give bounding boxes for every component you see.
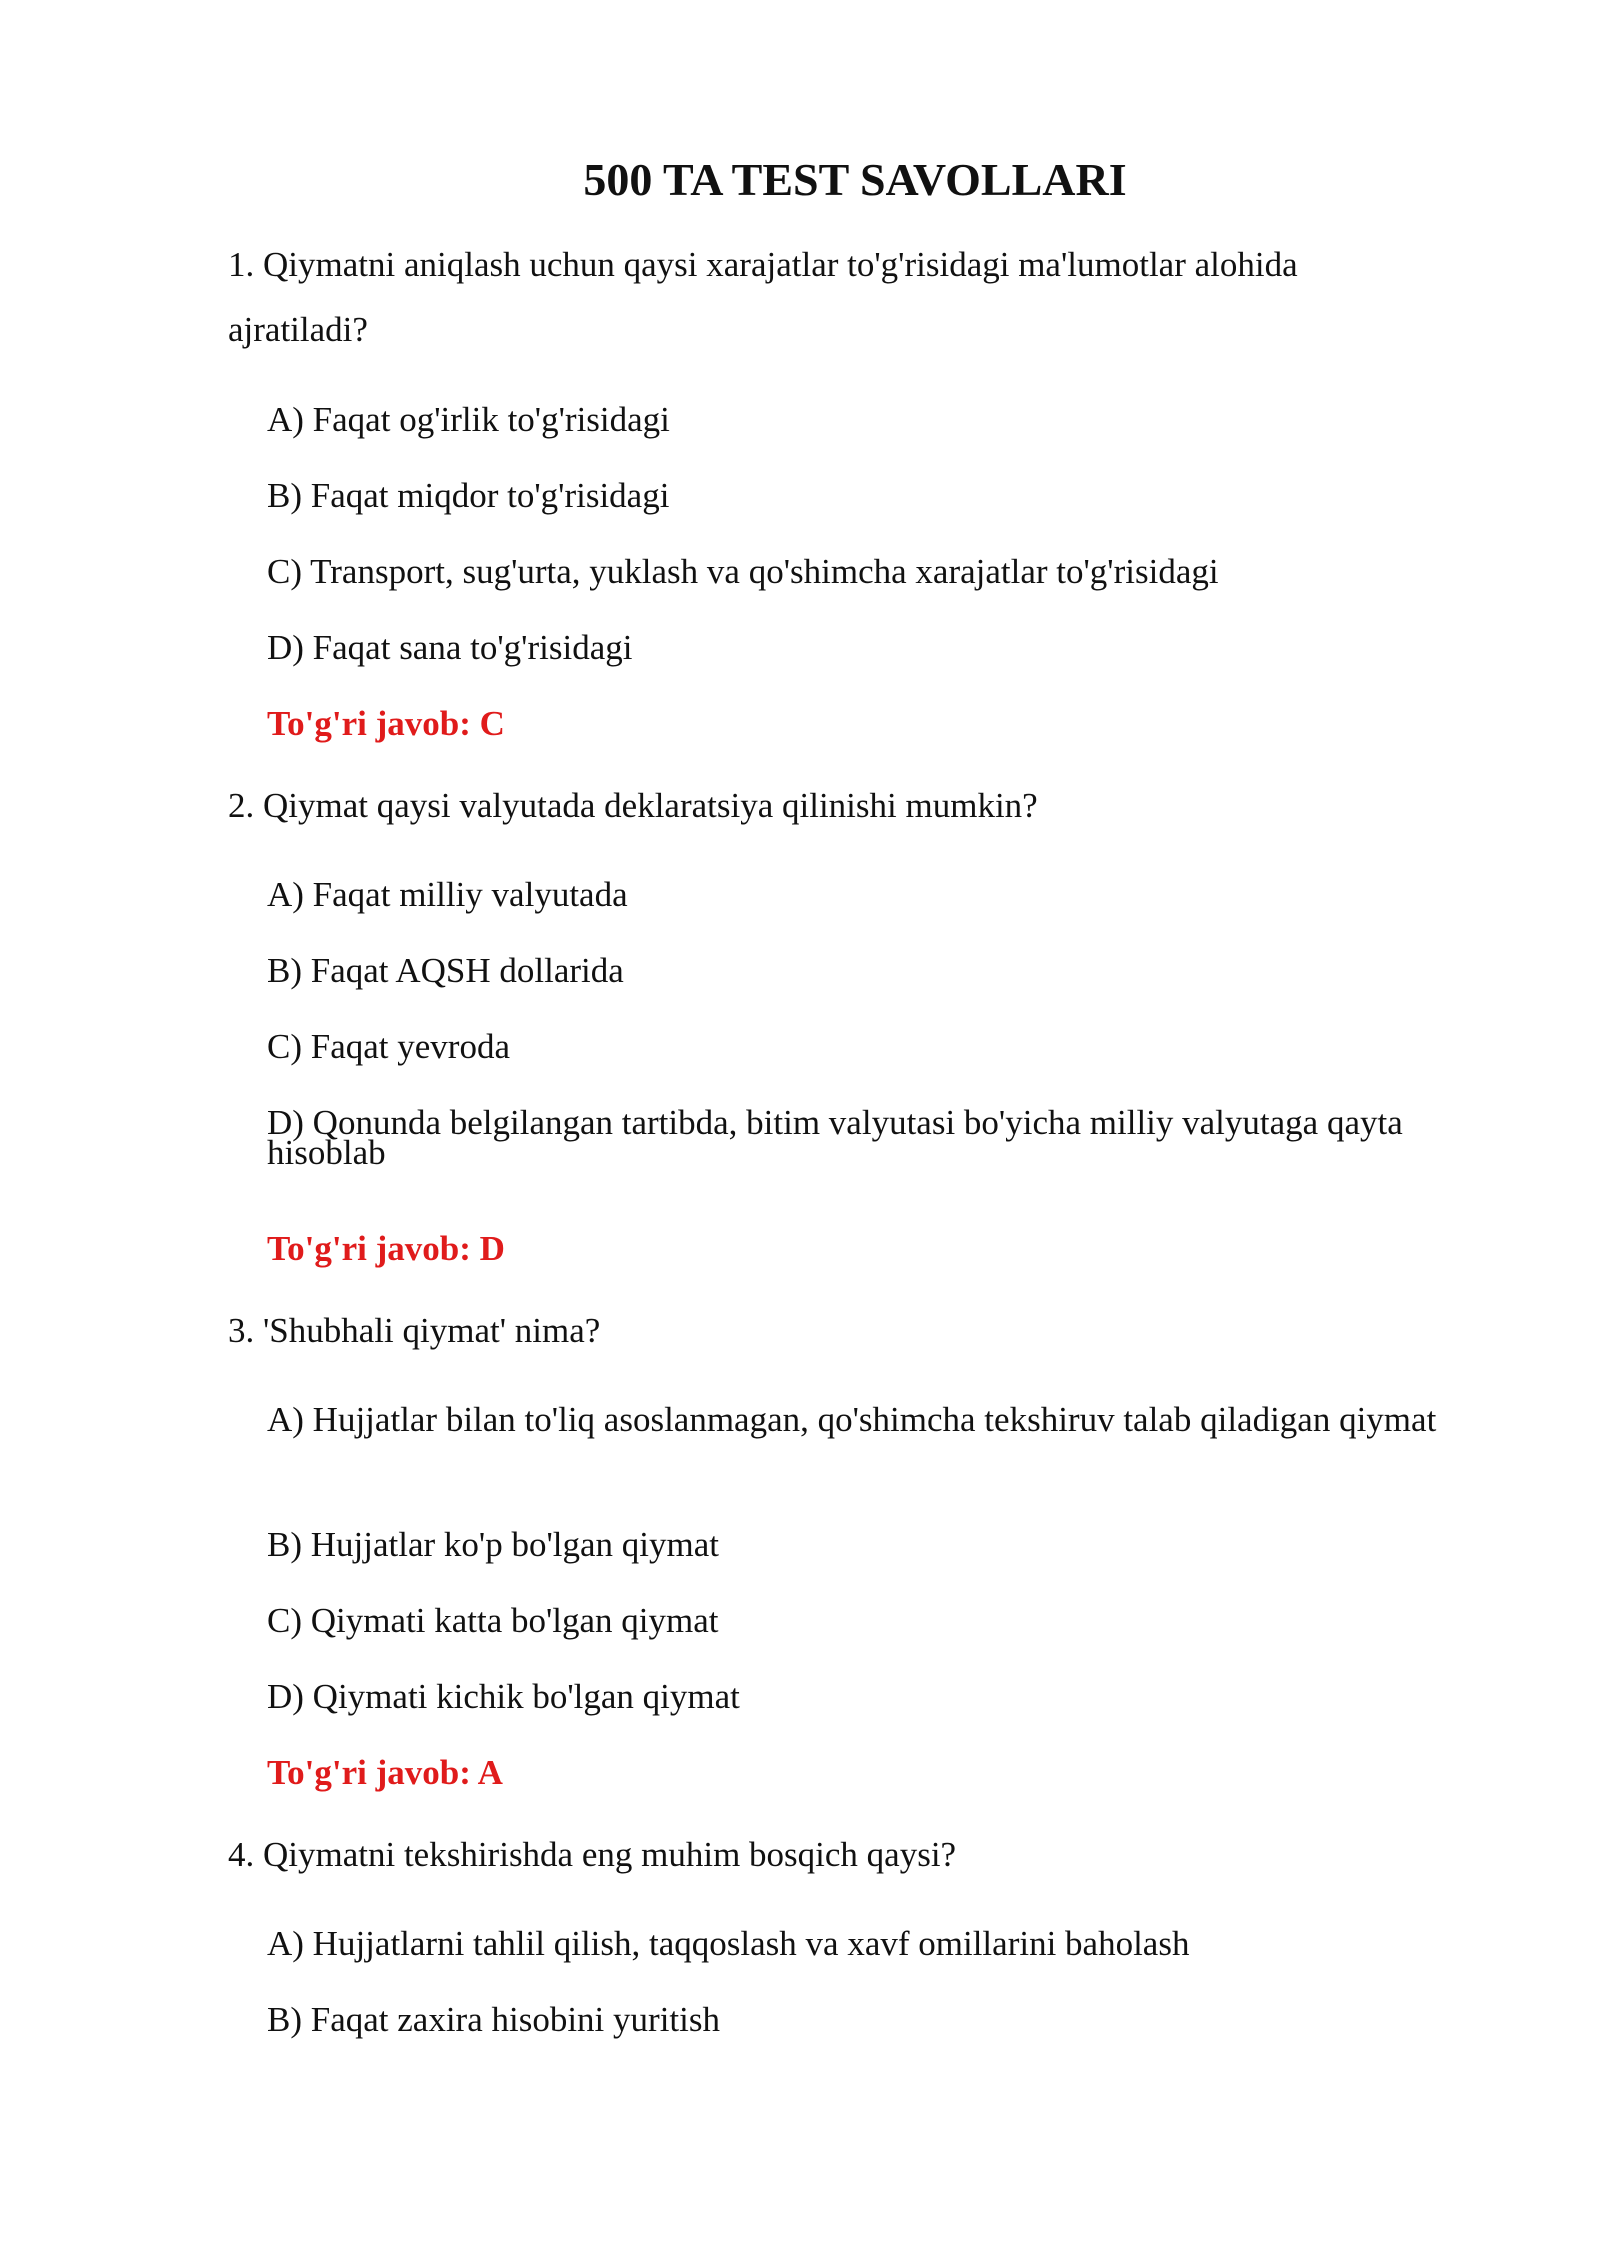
question-2-option-b: B) Faqat AQSH dollarida (267, 951, 624, 990)
question-1-answer: To'g'ri javob: C (267, 704, 505, 743)
question-4-option-b: B) Faqat zaxira hisobini yuritish (267, 2000, 720, 2039)
question-1-option-a: A) Faqat og'irlik to'g'risidagi (267, 400, 670, 439)
question-2-option-d: D) Qonunda belgilangan tartibda, bitim valyutasi bo'yicha milliy valyutaga qayta hisoblab (267, 1103, 1403, 1172)
question-1-text: 1. Qiymatni aniqlash uchun qaysi xarajatlar to'g'risidagi ma'lumotlar alohida ajratiladi? (228, 245, 1298, 349)
question-3-text: 3. 'Shubhali qiymat' nima? (228, 1311, 601, 1350)
question-2-text: 2. Qiymat qaysi valyutada deklaratsiya qilinishi mumkin? (228, 786, 1038, 825)
question-3-option-a: A) Hujjatlar bilan to'liq asoslanmagan, qo'shimcha tekshiruv talab qiladigan qiymat (267, 1400, 1437, 1439)
question-4-text: 4. Qiymatni tekshirishda eng muhim bosqich qaysi? (228, 1835, 957, 1874)
question-1-option-c: C) Transport, sug'urta, yuklash va qo'shimcha xarajatlar to'g'risidagi (267, 552, 1219, 591)
question-4-option-a: A) Hujjatlarni tahlil qilish, taqqoslash va xavf omillarini baholash (267, 1924, 1190, 1963)
question-2-answer: To'g'ri javob: D (267, 1229, 505, 1268)
question-2-option-c: C) Faqat yevroda (267, 1027, 510, 1066)
question-1-option-b: B) Faqat miqdor to'g'risidagi (267, 476, 670, 515)
page-title: 500 TA TEST SAVOLLARI (583, 154, 1127, 205)
question-3-option-d: D) Qiymati kichik bo'lgan qiymat (267, 1677, 740, 1716)
question-3-option-c: C) Qiymati katta bo'lgan qiymat (267, 1601, 719, 1640)
question-1-option-d: D) Faqat sana to'g'risidagi (267, 628, 633, 667)
question-3-answer: To'g'ri javob: A (267, 1753, 503, 1792)
question-3-option-b: B) Hujjatlar ko'p bo'lgan qiymat (267, 1525, 719, 1564)
question-2-option-a: A) Faqat milliy valyutada (267, 875, 628, 914)
